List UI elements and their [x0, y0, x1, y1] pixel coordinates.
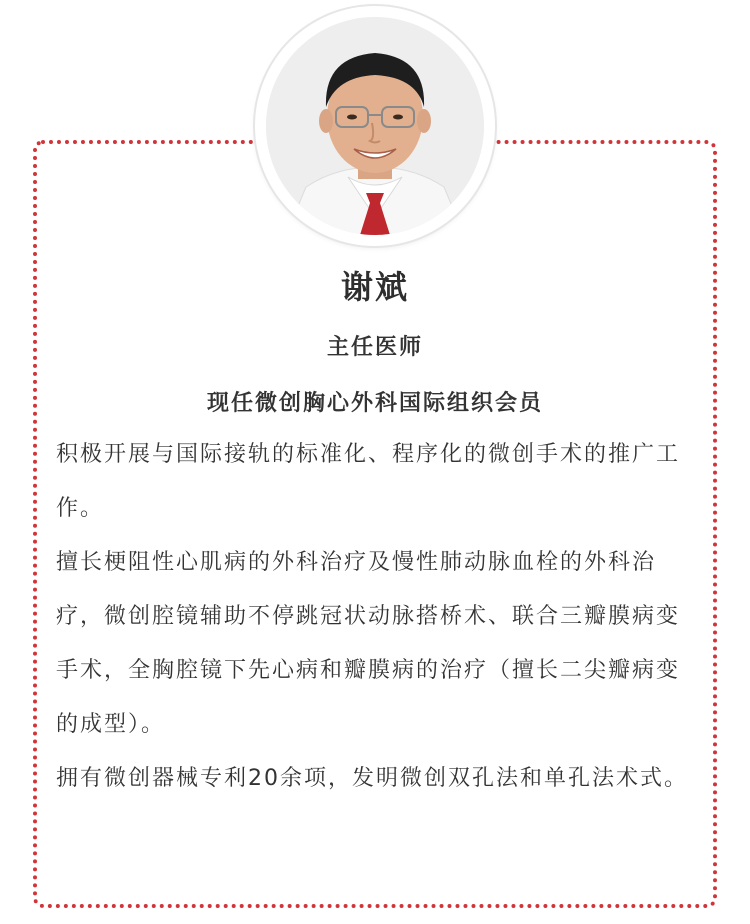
bio-paragraph: 积极开展与国际接轨的标准化、程序化的微创手术的推广工作。 [56, 442, 681, 521]
doctor-organization: 现任微创胸心外科国际组织会员 [206, 391, 543, 416]
doctor-name: 谢斌 [340, 268, 409, 306]
avatar [266, 17, 484, 235]
doctor-portrait [266, 17, 484, 235]
bio-paragraph: 拥有微创器械专利20余项，发明微创双孔法和单孔法术式。 [56, 766, 688, 791]
bio-paragraph: 擅长梗阻性心肌病的外科治疗及慢性肺动脉血栓的外科治疗，微创腔镜辅助不停跳冠状动脉搭桥术、联合三瓣膜病变手术，全胸腔镜下先心病和瓣膜病的治疗（擅长二尖瓣病变的成型）。 [56, 550, 681, 737]
avatar-frame [255, 6, 495, 246]
doctor-title: 主任医师 [326, 335, 423, 360]
doctor-bio [56, 428, 696, 806]
